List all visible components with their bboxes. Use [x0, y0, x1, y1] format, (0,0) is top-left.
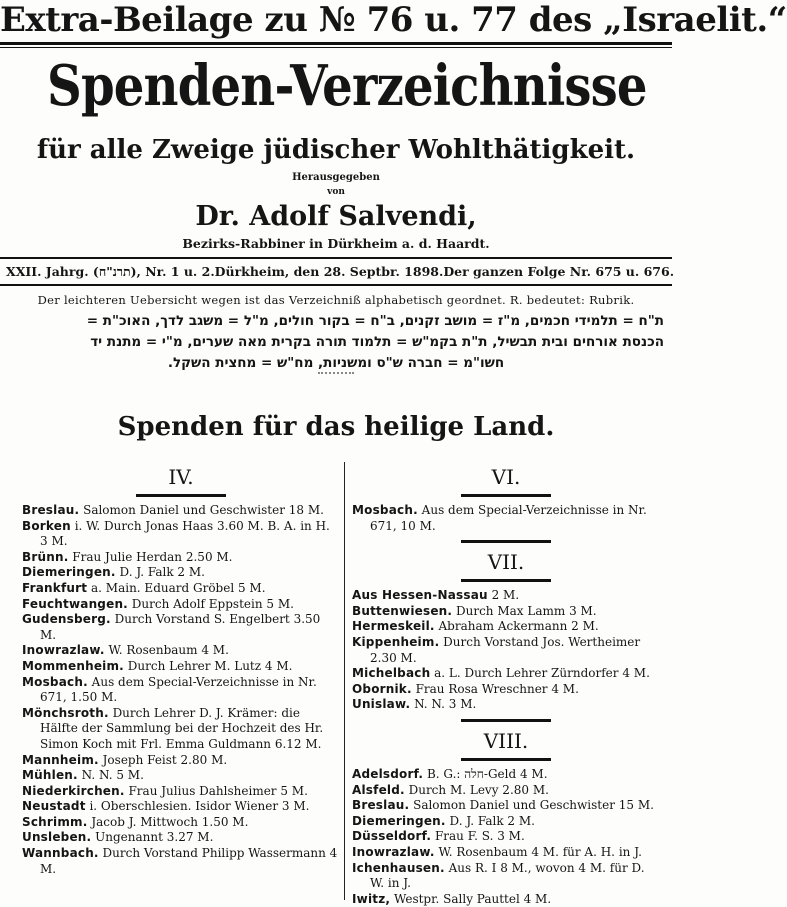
donation-text: Durch Vorstand Philipp Wassermann 4 M. — [40, 846, 338, 876]
rubric-viii-entries — [352, 767, 660, 907]
donation-text: i. W. Durch Jonas Haas 3.60 M. B. A. in H. 3 M. — [40, 518, 330, 549]
donation-text: N. N. 3 M. — [414, 697, 477, 712]
donation-text: Durch M. Levy 2.80 M. — [408, 782, 549, 797]
donation-entry — [352, 829, 660, 845]
donor-place: Michelbach — [352, 666, 431, 681]
donation-text: Salomon Daniel und Geschwister 15 M. — [413, 798, 654, 813]
abbreviations-line-3: חשו"מ = חברה ש"ס ומשניות, מח"ש = מחצית השקל. — [167, 355, 505, 371]
donor-place: Ichenhausen. — [352, 860, 445, 875]
donation-text: Durch Max Lamm 3 M. — [456, 603, 597, 618]
donor-place: Unislaw. — [352, 697, 411, 712]
by-label: von — [327, 187, 345, 197]
donation-entry — [22, 612, 340, 643]
donation-entry — [22, 581, 340, 597]
donation-entry — [22, 706, 340, 753]
donor-place: Obornik. — [352, 681, 412, 696]
ordering-notice: Der leichteren Uebersicht wegen ist das Verzeichniß alphabetisch geordnet. R. bedeutet: Rubrik. — [37, 293, 635, 307]
series-number: Der ganzen Folge Nr. 675 u. 676. — [443, 264, 675, 279]
donor-place: Diemeringen. — [352, 813, 446, 828]
donation-text: 2 M. — [491, 588, 520, 603]
column-divider — [344, 462, 345, 900]
donation-entry — [22, 846, 340, 877]
donation-text: Frau Julius Dahlsheimer 5 M. — [128, 783, 308, 798]
donation-entry — [22, 519, 340, 550]
separator-dots — [318, 372, 354, 374]
left-column — [22, 462, 340, 877]
donor-place: Kippenheim. — [352, 634, 440, 649]
donor-place: Adelsdorf. — [352, 766, 424, 781]
meta-rule-top — [0, 257, 672, 259]
rubric-rule — [461, 494, 551, 497]
donation-text: Aus R. I 8 M., wovon 4 M. für D. W. in J. — [370, 860, 645, 891]
donor-place: Brünn. — [22, 549, 69, 564]
rubric-rule — [136, 494, 226, 497]
volume-info: XXII. Jahrg. (תרנ"ח), Nr. 1 u. 2. — [6, 264, 215, 279]
donor-place: Düsseldorf. — [352, 829, 432, 844]
editor-title: Bezirks-Rabbiner in Dürkheim a. d. Haardt. — [182, 236, 490, 251]
donation-entry — [22, 675, 340, 706]
donation-text: Aus dem Special-Verzeichnisse in Nr. 671, 1.50 M. — [40, 674, 317, 705]
donation-entry — [352, 814, 660, 830]
donor-place: Unsleben. — [22, 830, 92, 845]
donor-place: Neustadt — [22, 799, 86, 814]
donor-place: Borken — [22, 518, 71, 533]
donor-place: Mommenheim. — [22, 658, 124, 673]
donor-place: Buttenwiesen. — [352, 603, 453, 618]
page-subtitle: für alle Zweige jüdischer Wohlthätigkeit. — [36, 135, 636, 165]
donor-place: Wannbach. — [22, 846, 99, 861]
donation-text: Salomon Daniel und Geschwister 18 M. — [83, 503, 324, 517]
donor-place: Aus Hessen-Nassau — [352, 588, 488, 603]
donor-place: Schrimm. — [22, 814, 88, 829]
donation-entry — [352, 861, 660, 892]
donation-entry — [22, 768, 340, 784]
donor-place: Inowrazlaw. — [22, 643, 105, 658]
donation-text: N. N. 5 M. — [81, 768, 144, 783]
header-rule — [0, 42, 672, 45]
abbreviations-line-2: הכנסת אורחים ובית תבשיל, ת"ת בקמ"ש = תלמוד תורה בקרית מאה שערים, מ"י = מתנת יד — [90, 334, 664, 350]
donor-place: Breslau. — [352, 798, 410, 813]
donation-text: a. Main. Eduard Gröbel 5 M. — [91, 580, 266, 595]
donation-text: i. Oberschlesien. Isidor Wiener 3 M. — [89, 799, 310, 814]
donation-text: Westpr. Sally Pauttel 4 M. — [393, 891, 552, 906]
donation-text: D. J. Falk 2 M. — [119, 565, 205, 580]
donation-text: Durch Vorstand S. Engelbert 3.50 M. — [40, 612, 321, 642]
donation-entry — [352, 503, 660, 534]
published-by-label: Herausgegeben — [292, 172, 380, 183]
donation-text: Joseph Feist 2.80 M. — [102, 752, 228, 767]
donation-text: D. J. Falk 2 M. — [449, 813, 535, 828]
rubric-vii-entries — [352, 588, 660, 713]
donation-entry — [22, 815, 340, 831]
meta-rule-bottom — [0, 284, 672, 286]
donation-text: Jacob J. Mittwoch 1.50 M. — [91, 814, 249, 829]
donation-text: Durch Adolf Eppstein 5 M. — [131, 596, 294, 611]
donor-place: Feuchtwangen. — [22, 596, 128, 611]
donation-entry — [352, 619, 660, 635]
right-column — [352, 462, 660, 907]
donation-entry — [352, 635, 660, 666]
donation-entry — [22, 799, 340, 815]
supplement-header: Extra-Beilage zu № 76 u. 77 des „Israelit.“ — [0, 0, 787, 40]
issue-date: Dürkheim, den 28. Septbr. 1898. — [214, 264, 444, 279]
left-entries — [22, 503, 340, 877]
donor-place: Alsfeld. — [352, 782, 405, 797]
donation-entry — [352, 845, 660, 861]
rubric-heading-vi: VI. — [491, 465, 521, 489]
donor-place: Mühlen. — [22, 768, 78, 783]
rubric-rule — [461, 579, 551, 582]
donation-text: Ungenannt 3.27 M. — [95, 830, 214, 845]
donation-entry — [22, 565, 340, 581]
donor-place: Frankfurt — [22, 580, 88, 595]
donation-text: Durch Vorstand Jos. Wertheimer 2.30 M. — [370, 634, 641, 665]
donation-entry — [352, 783, 660, 799]
section-title: Spenden für das heilige Land. — [117, 412, 555, 442]
donation-text: Aus dem Special-Verzeichnisse in Nr. 671, 10 M. — [370, 503, 647, 533]
donation-entry — [22, 643, 340, 659]
donation-entry — [22, 503, 340, 519]
abbreviations-line-1: ת"ח = תלמידי חכמים, מ"ז = מושב זקנים, ב"ח = בקור חולים, מ"ל = משגב לדך, האוכ"ת = — [86, 313, 664, 329]
donation-entry — [352, 604, 660, 620]
donation-text: W. Rosenbaum 4 M. — [108, 643, 229, 658]
donation-text: Durch Lehrer D. J. Krämer: die Hälfte der Sammlung bei der Hochzeit des Hr. Simon Koch mit Frl. Emma Guldmann 6.12 M. — [40, 705, 324, 751]
donation-entry — [22, 830, 340, 846]
rubric-heading-vii: VII. — [487, 550, 525, 575]
donation-entry — [352, 666, 660, 682]
rubric-rule — [461, 719, 551, 722]
rubric-rule — [461, 540, 551, 543]
donation-text: B. G.: חלה-Geld 4 M. — [426, 766, 548, 781]
donor-place: Mosbach. — [352, 503, 418, 517]
header-rule-thin — [0, 47, 672, 48]
donor-place: Mosbach. — [22, 674, 88, 689]
donation-text: Frau Rosa Wreschner 4 M. — [415, 681, 579, 696]
donor-place: Gudensberg. — [22, 612, 111, 627]
donation-entry — [352, 682, 660, 698]
donation-entry — [352, 588, 660, 604]
donor-place: Diemeringen. — [22, 565, 116, 580]
donation-text: Frau Julie Herdan 2.50 M. — [72, 549, 233, 564]
donor-place: Breslau. — [22, 503, 80, 517]
donor-place: Mannheim. — [22, 752, 99, 767]
donation-entry — [352, 767, 660, 783]
rubric-vi-entries — [352, 503, 660, 534]
donation-text: Frau F. S. 3 M. — [434, 829, 525, 844]
donation-text: a. L. Durch Lehrer Zürndorfer 4 M. — [434, 666, 650, 681]
donation-entry — [22, 659, 340, 675]
rubric-heading-viii: VIII. — [483, 728, 529, 753]
donation-entry — [352, 892, 660, 907]
donation-entry — [352, 798, 660, 814]
donation-text: Durch Lehrer M. Lutz 4 M. — [127, 658, 293, 673]
donor-place: Hermeskeil. — [352, 619, 435, 634]
donation-entry — [352, 697, 660, 713]
donor-place: Niederkirchen. — [22, 783, 125, 798]
page-title: Spenden-Verzeichnisse — [47, 53, 647, 119]
donation-entry — [22, 784, 340, 800]
donation-text: Abraham Ackermann 2 M. — [438, 619, 599, 634]
donation-entry — [22, 550, 340, 566]
rubric-heading-iv: IV. — [168, 465, 194, 489]
donor-place: Iwitz, — [352, 891, 391, 906]
rubric-rule — [461, 758, 551, 761]
issue-info-bar — [6, 262, 675, 282]
donation-text: W. Rosenbaum 4 M. für A. H. in J. — [438, 844, 642, 859]
donation-entry — [22, 753, 340, 769]
donation-entry — [22, 597, 340, 613]
donor-place: Mönchsroth. — [22, 705, 109, 720]
editor-name: Dr. Adolf Salvendi, — [195, 201, 477, 232]
donor-place: Inowrazlaw. — [352, 844, 435, 859]
